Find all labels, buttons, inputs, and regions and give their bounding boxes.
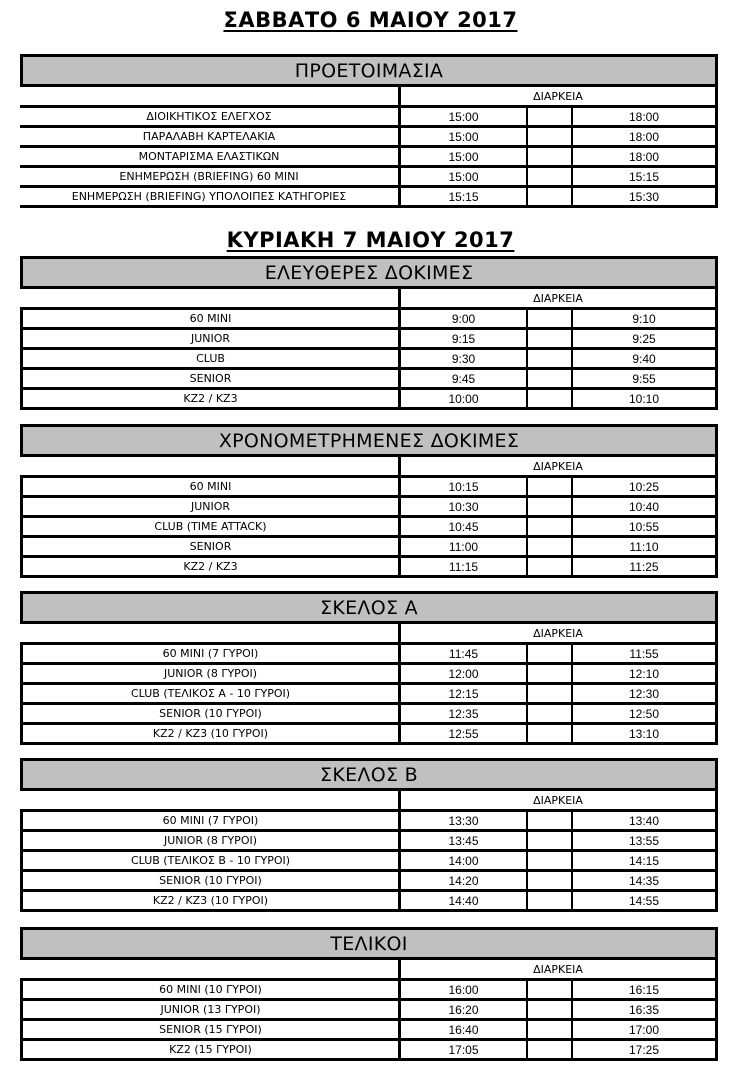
end-time: 11:10 [629,539,659,554]
separator-cell [528,558,573,575]
duration-header-row [20,289,718,310]
end-time: 15:15 [628,169,660,184]
event-name: CLUB (ΤΕΛΙΚΟΣ Α - 10 ΓΥΡΟΙ) [23,685,401,702]
end-time: 10:55 [628,519,660,534]
separator-cell [528,168,573,185]
separator-cell [528,188,573,205]
event-name: JUNIOR (13 ΓΥΡΟΙ) [23,1001,401,1018]
duration-label: ΔΙΑΡΚΕΙΑ [533,291,583,305]
start-time: 16:20 [401,1001,528,1018]
separator-cell [528,892,573,909]
name-header-cell [20,457,401,475]
separator-cell [528,370,573,387]
duration-header-row [20,87,718,108]
table-row [20,498,718,518]
name-header-cell [20,960,401,978]
separator-cell [528,725,573,742]
start-time: 12:55 [401,725,528,742]
table-row [20,350,718,370]
start-time: 9:00 [401,310,528,327]
event-name: CLUB [23,350,401,367]
table-row [20,1001,718,1021]
end-time: 13:55 [628,833,660,848]
start-time: 10:00 [401,390,528,407]
table-row [20,310,718,330]
event-name: 60 MINI [23,478,401,495]
table-row [20,725,718,745]
end-time: 11:25 [629,559,659,574]
date-heading-sunday: ΚΥΡΙΑΚΗ 7 ΜΑΙΟΥ 2017 [226,228,515,252]
start-time: 10:45 [401,518,528,535]
end-time: 9:40 [632,351,656,366]
end-time: 18:00 [628,149,660,164]
separator-cell [528,812,573,829]
end-time: 14:55 [628,893,660,908]
table-row [20,685,718,705]
end-time: 16:15 [628,982,660,997]
event-name: ΕΝΗΜΕΡΩΣΗ (BRIEFING) 60 MINI [20,168,401,185]
table-row [20,665,718,685]
name-header-cell [20,87,401,105]
duration-label: ΔΙΑΡΚΕΙΑ [533,459,583,473]
end-time: 17:25 [628,1042,660,1057]
start-time: 14:40 [401,892,528,909]
start-time: 9:45 [401,370,528,387]
separator-cell [528,310,573,327]
table-row [20,1021,718,1041]
event-name: 60 MINI (10 ΓΥΡΟΙ) [23,981,401,998]
table-row [20,832,718,852]
section-title: ΣΚΕΛΟΣ Α [20,591,718,624]
start-time: 15:00 [401,148,528,165]
start-time: 11:45 [401,645,528,662]
duration-header-row [20,791,718,812]
event-name: SENIOR (15 ΓΥΡΟΙ) [23,1021,401,1038]
end-time: 15:30 [628,189,660,204]
schedule-table-heat-b [20,758,718,912]
start-time: 14:20 [401,872,528,889]
end-time: 18:00 [628,129,660,144]
schedule-table-free-practice [20,256,718,410]
separator-cell [528,1041,573,1058]
table-row [20,108,718,128]
separator-cell [528,1001,573,1018]
start-time: 12:15 [401,685,528,702]
separator-cell [528,872,573,889]
event-name: KZ2 / KZ3 (10 ΓΥΡΟΙ) [23,892,401,909]
separator-cell [528,852,573,869]
end-time: 9:10 [632,311,656,326]
start-time: 15:00 [401,128,528,145]
event-name: ΕΝΗΜΕΡΩΣΗ (BRIEFING) ΥΠΟΛΟΙΠΕΣ ΚΑΤΗΓΟΡΙΕΣ [20,188,401,205]
start-time: 15:00 [401,168,528,185]
end-time: 17:00 [628,1022,660,1037]
event-name: JUNIOR (8 ΓΥΡΟΙ) [23,665,401,682]
start-time: 9:15 [401,330,528,347]
separator-cell [528,390,573,407]
section-title: ΧΡΟΝΟΜΕΤΡΗΜΕΝΕΣ ΔΟΚΙΜΕΣ [20,424,718,457]
end-time: 10:40 [628,499,660,514]
schedule-table-preparation [20,54,718,208]
table-row [20,892,718,912]
separator-cell [528,350,573,367]
date-heading-saturday: ΣΑΒΒΑΤΟ 6 ΜΑΙΟΥ 2017 [223,8,518,32]
event-name: SENIOR (10 ΓΥΡΟΙ) [23,872,401,889]
separator-cell [528,645,573,662]
table-row [20,188,718,208]
separator-cell [528,538,573,555]
separator-cell [528,478,573,495]
start-time: 13:30 [401,812,528,829]
separator-cell [528,665,573,682]
separator-cell [528,1021,573,1038]
end-time: 10:25 [628,479,660,494]
end-time: 14:15 [628,853,660,868]
schedule-table-qualifying [20,424,718,578]
table-row [20,518,718,538]
start-time: 13:45 [401,832,528,849]
duration-label: ΔΙΑΡΚΕΙΑ [533,626,583,640]
start-time: 9:30 [401,350,528,367]
start-time: 12:35 [401,705,528,722]
end-time: 9:25 [632,331,656,346]
separator-cell [528,498,573,515]
separator-cell [528,685,573,702]
event-name: JUNIOR [23,330,401,347]
end-time: 10:10 [628,391,660,406]
event-name: KZ2 / KZ3 [23,558,401,575]
end-time: 12:50 [628,706,660,721]
table-row [20,128,718,148]
duration-label: ΔΙΑΡΚΕΙΑ [533,793,583,807]
event-name: ΠΑΡΑΛΑΒΗ ΚΑΡΤΕΛΑΚΙΑ [20,128,401,145]
end-time: 9:55 [632,371,656,386]
table-row [20,370,718,390]
start-time: 10:30 [401,498,528,515]
separator-cell [528,518,573,535]
event-name: SENIOR [23,538,401,555]
end-time: 18:00 [628,109,660,124]
section-title: ΕΛΕΥΘΕΡΕΣ ΔΟΚΙΜΕΣ [20,256,718,289]
table-row [20,1041,718,1061]
event-name: CLUB (ΤΕΛΙΚΟΣ Β - 10 ΓΥΡΟΙ) [23,852,401,869]
start-time: 15:00 [401,108,528,125]
end-time: 11:55 [629,646,659,661]
duration-label: ΔΙΑΡΚΕΙΑ [533,89,583,103]
duration-header-row [20,457,718,478]
event-name: KZ2 (15 ΓΥΡΟΙ) [23,1041,401,1058]
table-row [20,812,718,832]
table-row [20,645,718,665]
start-time: 11:00 [401,538,528,555]
end-time: 12:30 [628,686,660,701]
end-time: 14:35 [628,873,660,888]
name-header-cell [20,791,401,809]
schedule-table-heat-a [20,591,718,745]
duration-header-row [20,624,718,645]
section-title: ΤΕΛΙΚΟΙ [20,927,718,960]
event-name: KZ2 / KZ3 (10 ΓΥΡΟΙ) [23,725,401,742]
separator-cell [528,832,573,849]
section-title: ΣΚΕΛΟΣ Β [20,758,718,791]
separator-cell [528,128,573,145]
end-time: 12:10 [628,666,660,681]
event-name: JUNIOR (8 ΓΥΡΟΙ) [23,832,401,849]
duration-label: ΔΙΑΡΚΕΙΑ [533,962,583,976]
start-time: 14:00 [401,852,528,869]
name-header-cell [20,289,401,307]
start-time: 11:15 [401,558,528,575]
event-name: SENIOR [23,370,401,387]
start-time: 17:05 [401,1041,528,1058]
event-name: 60 MINI (7 ΓΥΡΟΙ) [23,645,401,662]
start-time: 12:00 [401,665,528,682]
table-row [20,390,718,410]
separator-cell [528,108,573,125]
end-time: 16:35 [628,1002,660,1017]
start-time: 15:15 [401,188,528,205]
separator-cell [528,705,573,722]
table-row [20,558,718,578]
separator-cell [528,148,573,165]
name-header-cell [20,624,401,642]
table-row [20,872,718,892]
table-row [20,538,718,558]
start-time: 16:40 [401,1021,528,1038]
end-time: 13:10 [628,726,660,741]
table-row [20,981,718,1001]
event-name: 60 MINI [23,310,401,327]
table-row [20,478,718,498]
table-row [20,705,718,725]
event-name: CLUB (TIME ATTACK) [23,518,401,535]
table-row [20,168,718,188]
event-name: KZ2 / KZ3 [23,390,401,407]
separator-cell [528,330,573,347]
separator-cell [528,981,573,998]
duration-header-row [20,960,718,981]
event-name: ΜΟΝΤΑΡΙΣΜΑ ΕΛΑΣΤΙΚΩΝ [20,148,401,165]
table-row [20,852,718,872]
table-row [20,148,718,168]
event-name: JUNIOR [23,498,401,515]
event-name: SENIOR (10 ΓΥΡΟΙ) [23,705,401,722]
start-time: 16:00 [401,981,528,998]
start-time: 10:15 [401,478,528,495]
event-name: 60 MINI (7 ΓΥΡΟΙ) [23,812,401,829]
schedule-table-finals [20,927,718,1061]
section-title: ΠΡΟΕΤΟΙΜΑΣΙΑ [20,54,718,87]
table-row [20,330,718,350]
end-time: 13:40 [628,813,660,828]
event-name: ΔΙΟΙΚΗΤΙΚΟΣ ΕΛΕΓΧΟΣ [20,108,401,125]
